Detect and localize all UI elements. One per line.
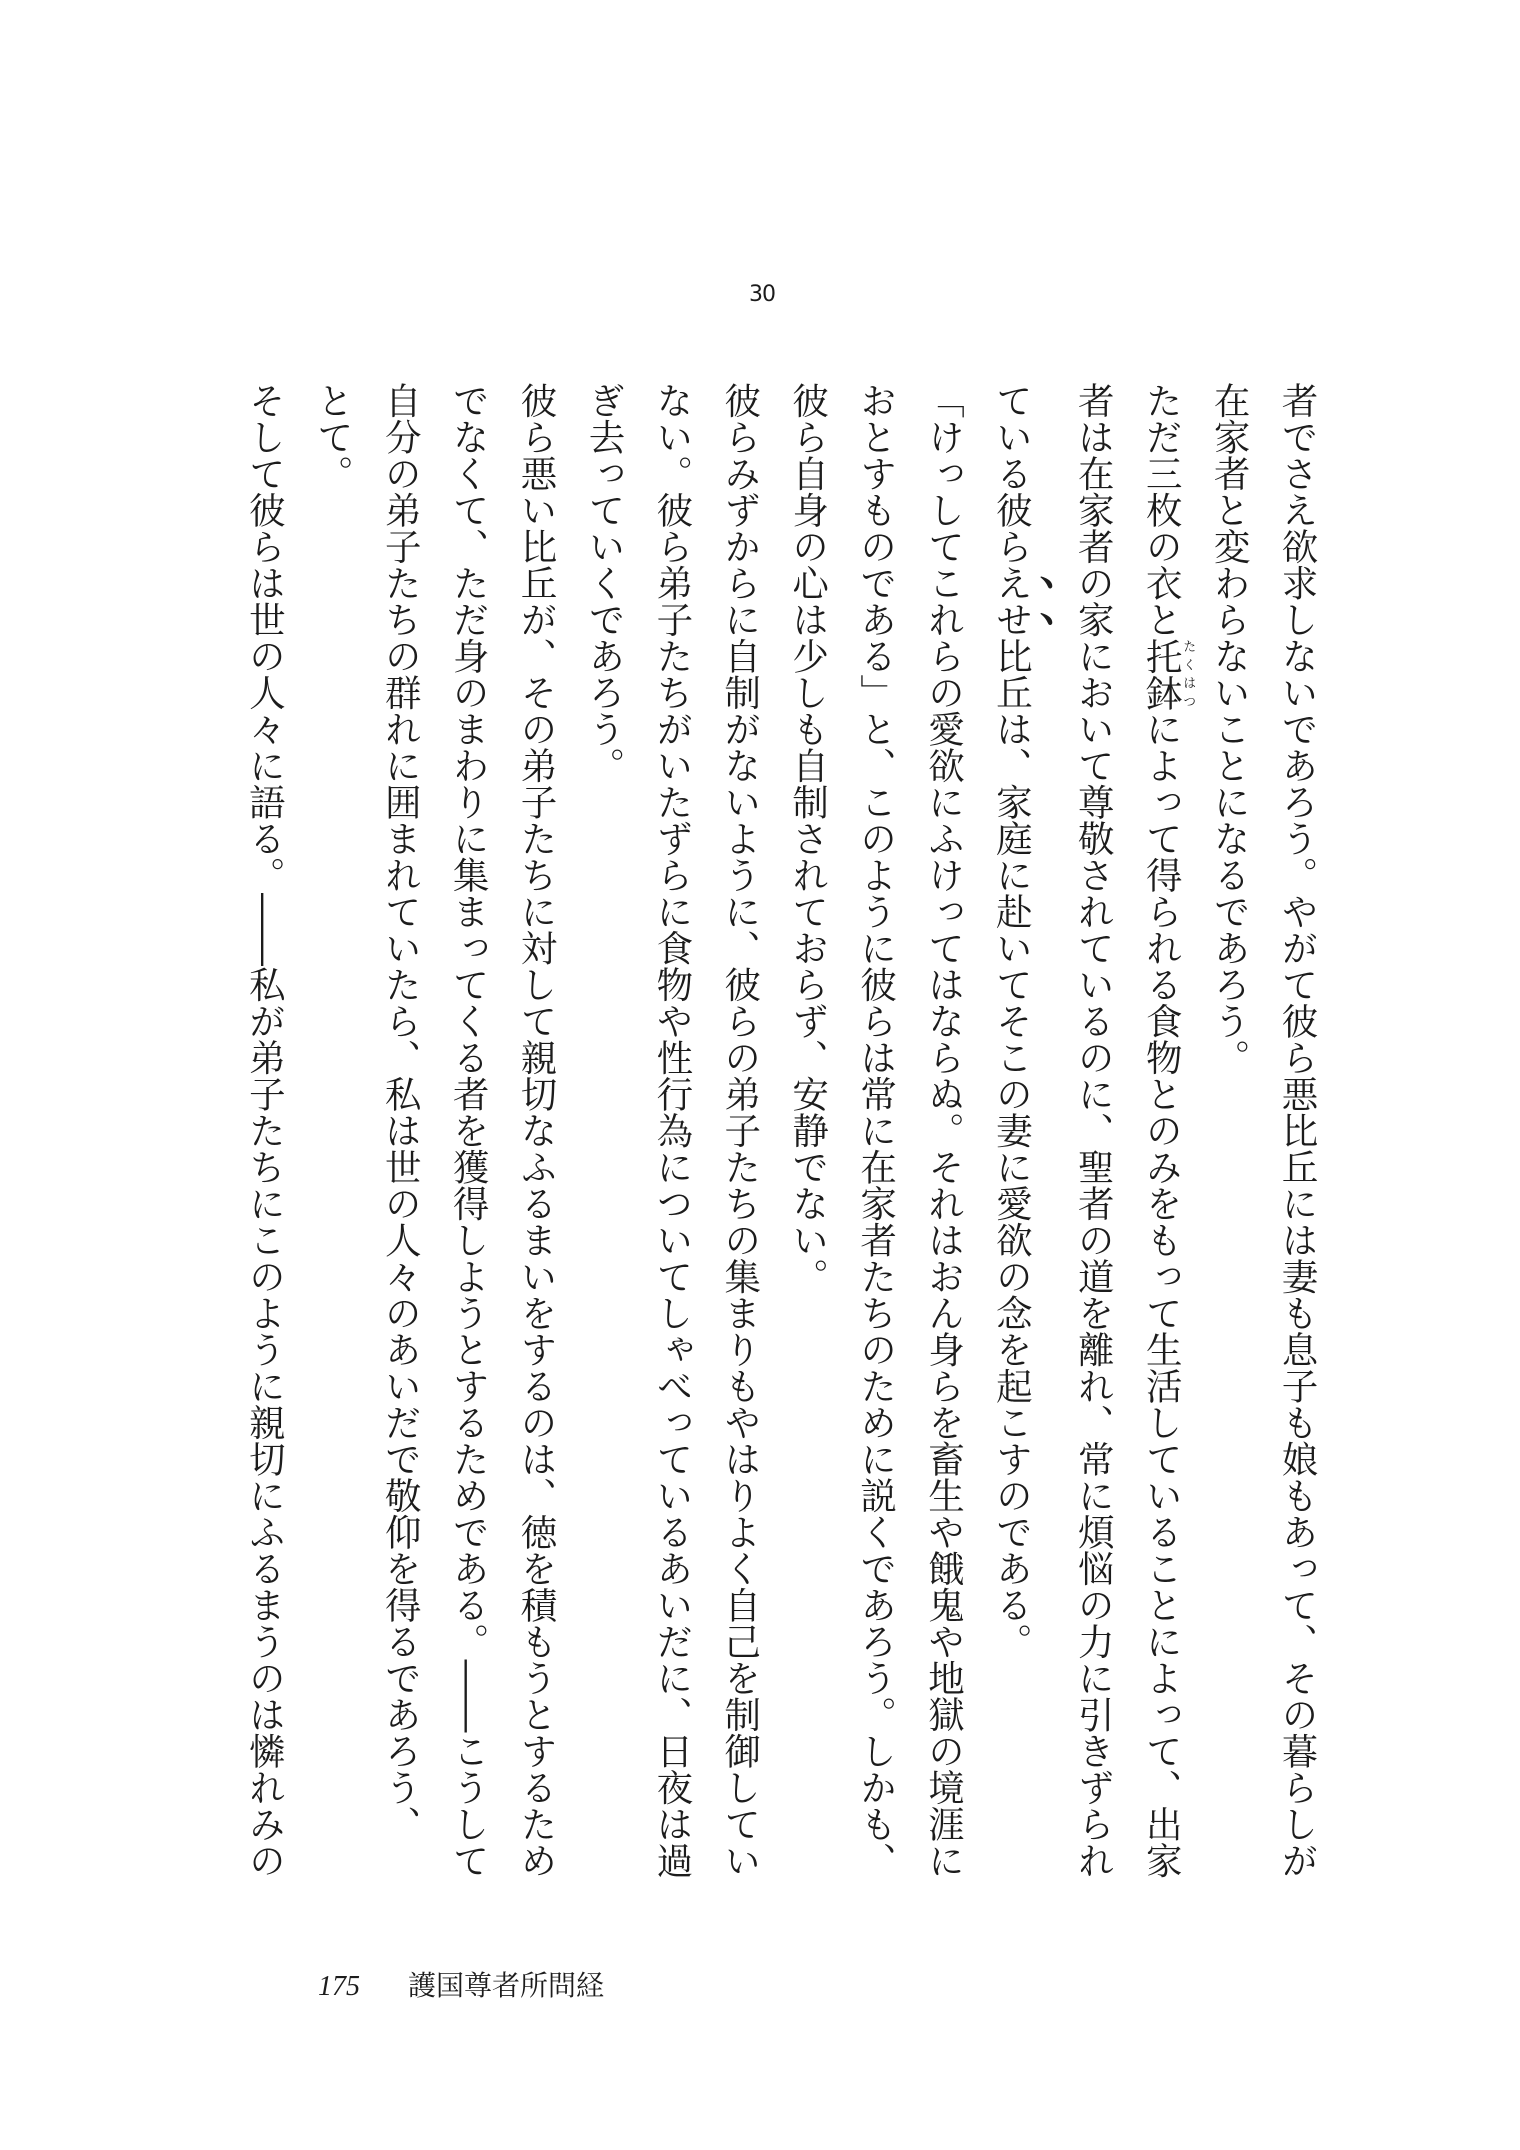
ruby-annotation-takuhatsu	[1140, 637, 1196, 711]
text-column-11: ぎ去っていくであろう。	[582, 382, 626, 784]
text-column-12: 彼ら悪い比丘が、その弟子たちに対して親切なふるまいをするのは、徳を積もうとするため	[515, 382, 559, 1879]
text-column-16: そして彼らは世の人々に語る。――私が弟子たちにこのように親切にふるまうのは憐れみの	[243, 382, 287, 1879]
text-column-13: でなくて、ただ身のまわりに集まってくる者を獲得しようとするためである。――こうして	[447, 382, 491, 1879]
page-footer	[318, 1964, 604, 2004]
vertical-body-text	[231, 382, 1332, 1902]
ruby-reading: たくはつ	[1180, 637, 1196, 711]
text-column-15: とて。	[311, 382, 355, 492]
footer-page-number: 175	[318, 1971, 360, 2002]
text-segment: ている彼ら	[990, 382, 1034, 565]
text-column-07: おとすものである」と、このように彼らは常に在家者たちのために説くであろう。しかも、	[854, 382, 898, 1879]
text-column-04: 者は在家者の家において尊敬されているのに、聖者の道を離れ、常に煩悩の力に引きずられ	[1072, 382, 1116, 1879]
ruby-base: 托鉢	[1140, 637, 1184, 711]
text-column-10: ない。彼ら弟子たちがいたずらに食物や性行為についてしゃべっているあいだに、日夜は過	[650, 382, 694, 1879]
text-column-14: 自分の弟子たちの群れに囲まれていたら、私は世の人々のあいだで敬仰を得るであろう、	[379, 382, 423, 1842]
text-segment: によって得られる食物とのみをもって生活していることによって、出家	[1140, 710, 1184, 1879]
page-number: 30	[749, 282, 775, 307]
text-column-09: 彼らみずからに自制がないように、彼らの弟子たちの集まりもやはりよく自己を制御してい	[718, 382, 762, 1879]
text-column-06: 「けっしてこれらの愛欲にふけってはならぬ。それはおん身らを畜生や餓鬼や地獄の境涯に	[922, 382, 966, 1879]
text-column-02: 在家者と変わらないことになるであろう。	[1208, 382, 1252, 1076]
text-segment: 比丘は、家庭に赴いてそこの妻に愛欲の念を起こすのである。	[990, 637, 1034, 1660]
footer-running-title: 護国尊者所問経	[408, 1969, 605, 2002]
text-segment: ただ三枚の衣と	[1140, 382, 1184, 638]
text-column-01: 者でさえ欲求しないであろう。やがて彼ら悪比丘には妻も息子も娘もあって、その暮らしが	[1276, 382, 1319, 1879]
emphasis-dots-ese: えせ	[990, 564, 1034, 638]
text-column-05	[977, 382, 1059, 1902]
text-column-08: 彼ら自身の心は少しも自制されておらず、安静でない。	[786, 382, 830, 1295]
text-column-03	[1127, 382, 1195, 1902]
